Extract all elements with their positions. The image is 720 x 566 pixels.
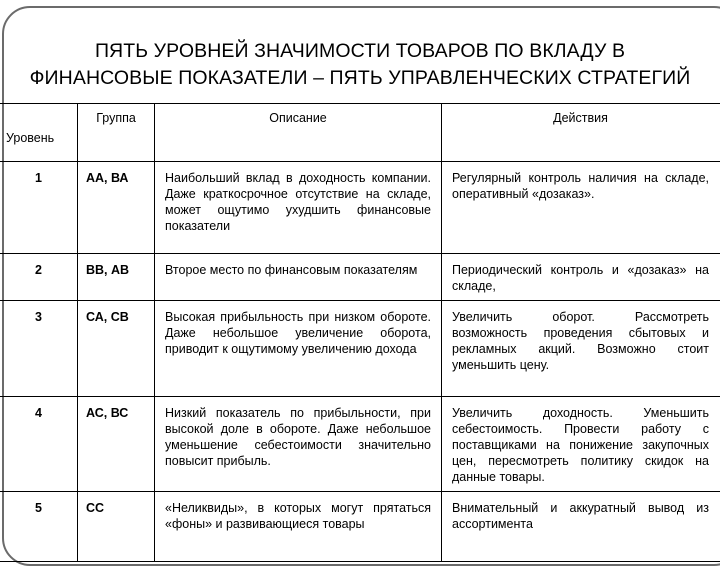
row-level: 5 (0, 492, 78, 562)
row-description: Наибольший вклад в доходность компании. Даже краткосрочное отсутствие на складе, может ощутимо ухудшить финансовые показатели (155, 162, 442, 254)
row-group: АС, ВС (78, 397, 155, 492)
slide-title (0, 38, 720, 92)
table-row (0, 397, 720, 492)
row-description: Низкий показатель по прибыльности, при высокой доле в обороте. Даже небольшое уменьшение себестоимости значительно повысит прибыль. (155, 397, 442, 492)
row-actions: Увеличить оборот. Рассмотреть возможность проведения сбытовых и рекламных акций. Возможно стоит уменьшить цену. (442, 301, 720, 397)
row-level: 2 (0, 254, 78, 301)
row-level: 4 (0, 397, 78, 492)
header-level-cell (0, 104, 78, 162)
header-level: Уровень (6, 130, 54, 146)
row-description: Высокая прибыльность при низком обороте. Даже небольшое увеличение оборота, приводит к ощутимому увеличению дохода (155, 301, 442, 397)
row-actions: Внимательный и аккуратный вывод из ассортимента (442, 492, 720, 562)
title-line-1: ПЯТЬ УРОВНЕЙ ЗНАЧИМОСТИ ТОВАРОВ ПО ВКЛАДУ В (0, 38, 720, 65)
table-row (0, 162, 720, 254)
row-actions: Регулярный контроль наличия на складе, оперативный «дозаказ». (442, 162, 720, 254)
row-actions: Увеличить доходность. Уменьшить себестоимость. Провести работу с поставщиками на понижение закупочных цен, пересмотреть политику скидок на данные товары. (442, 397, 720, 492)
row-group: АА, ВА (78, 162, 155, 254)
row-description: «Неликвиды», в которых могут прятаться «фоны» и развивающиеся товары (155, 492, 442, 562)
table-row (0, 492, 720, 562)
table-row (0, 254, 720, 301)
header-group-cell (78, 104, 155, 162)
header-group: Группа (78, 110, 154, 126)
strategy-table (0, 103, 720, 562)
row-level: 3 (0, 301, 78, 397)
header-actions-cell (442, 104, 720, 162)
row-actions: Периодический контроль и «дозаказ» на складе, (442, 254, 720, 301)
row-group: СС (78, 492, 155, 562)
row-level: 1 (0, 162, 78, 254)
title-line-2: ФИНАНСОВЫЕ ПОКАЗАТЕЛИ – ПЯТЬ УПРАВЛЕНЧЕСКИХ СТРАТЕГИЙ (0, 65, 720, 92)
header-description-cell (155, 104, 442, 162)
table-header-row (0, 104, 720, 162)
row-description: Второе место по финансовым показателям (155, 254, 442, 301)
row-group: СА, СВ (78, 301, 155, 397)
header-description: Описание (155, 110, 441, 126)
row-group: ВВ, АВ (78, 254, 155, 301)
header-actions: Действия (422, 110, 720, 126)
table-row (0, 301, 720, 397)
